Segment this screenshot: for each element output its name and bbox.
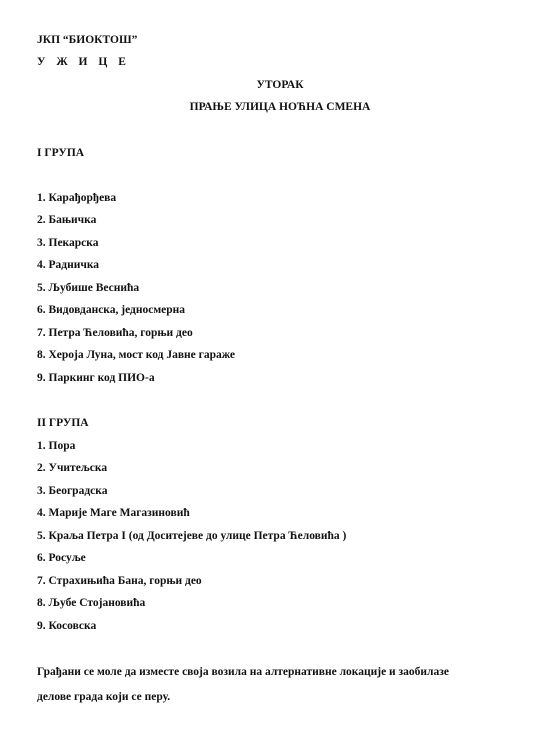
day-title: УТОРАК	[256, 79, 304, 91]
list-item: 2. Бањичка	[37, 214, 97, 226]
list-item: 1. Пора	[37, 440, 76, 452]
list-item: 7. Петра Ћеловића, горњи део	[37, 327, 193, 339]
list-item: 6. Росуље	[37, 552, 86, 564]
list-item: 3. Београдска	[37, 485, 108, 497]
notice-line: Грађани се моле да изместе своја возила на алтернативне локације и заобилазе	[37, 666, 449, 678]
list-item: 4. Марије Маге Магазиновић	[37, 507, 190, 519]
list-item: 2. Учитељска	[37, 462, 108, 474]
list-item: 4. Радничка	[37, 259, 100, 271]
list-item: 9. Косовска	[37, 620, 97, 632]
list-item: 9. Паркинг код ПИО-а	[37, 372, 155, 384]
list-item: 5. Краља Петра I (од Доситејеве до улице Петра Ћеловића )	[37, 530, 347, 542]
list-item: 3. Пекарска	[37, 237, 99, 249]
list-item: 8. Љубе Стојановића	[37, 597, 146, 609]
list-item: 5. Љубише Веснића	[37, 282, 140, 294]
group-2-heading: II ГРУПА	[37, 417, 89, 429]
notice-line: делове града који се перу.	[37, 691, 171, 703]
list-item: 6. Видовданска, једносмерна	[37, 304, 186, 316]
city-name: У Ж И Ц Е	[37, 56, 130, 68]
citizens-notice	[37, 660, 527, 710]
company-name: ЈКП “БИОКТОШ”	[37, 34, 138, 46]
list-item: 8. Хероја Луна, мост код Јавне гараже	[37, 349, 236, 361]
list-item: 7. Страхињића Бана, горњи део	[37, 575, 202, 587]
document-title: ПРАЊЕ УЛИЦА НОЋНА СМЕНА	[189, 101, 371, 113]
group-1-heading: I ГРУПА	[37, 147, 85, 159]
list-item: 1. Карађорђева	[37, 192, 117, 204]
